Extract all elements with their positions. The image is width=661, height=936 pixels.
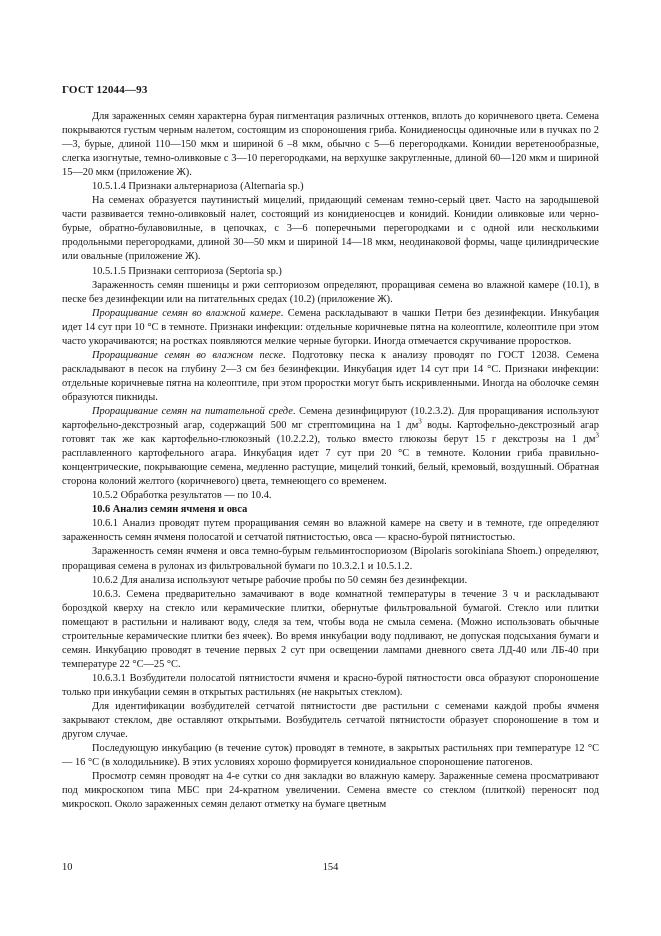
method-text: воды. Картофельно-декстрозный агар готовят так же как картофельно-глюкозный (10.2.2.2), только вместо глюкозы берут 15 г декстрозы на 1 дм — [62, 420, 599, 446]
paragraph — [62, 405, 599, 489]
paragraph — [62, 307, 599, 349]
paragraph: 10.6.3. Семена предварительно замачивают в воде комнатной температуры в течение 3 ч и раскладывают бороздкой кверху на стекло или керамические плитки, обернутые фильтровальной бумагой. Стекло или плитки помещают в растильни и наливают воду, следя за тем, чтобы вода не смыла семена. (Можно использовать обычные строительные керамические плитки без ячеек). Во время инкубации воду подливают, не допуская подсыхания бумаги и семян. Инкубацию проводят в течение первых 2 сут при освещении лампами дневного света ЛД-40 или ЛБ-40 при температуре 22 °С—25 °С. — [62, 588, 599, 670]
method-text: . Семена раскладывают в чашки Петри без дезинфекции. Инкубация идет 14 сут при 10 °С в темноте. Признаки инфекции: отдельные коричневые пятна на колеоптиле, колеоптиле при этом часто укорачиваются; на ростках появляются мелкие черные бугорки. Иногда отмечается скручивание проростков. — [62, 307, 599, 347]
paragraph: На семенах образуется паутинистый мицелий, придающий семенам темно-серый цвет. Часто на зародышевой части развивается темно-оливковый налет, состоящий из конидиеносцев и конидий. Конидии оливковые или черно-бурые, обратно-булавовилные, в цепочках, с 3—6 поперечными перегородками и с одной или несколькими продольными перегородками, длиной 30—50 мкм и шириной 14—18 мкм, неодинаковой формы, чаще цилиндрические или овальные (приложение Ж). — [62, 195, 599, 263]
method-title: Проращивание семян во влажной камере — [92, 307, 281, 319]
method-text: расплавленного картофельного агара. Инкубация идет 7 сут при 20 °С в темноте. Колонии гриба правильно-концентрические, покрывающие семена, медленно растущие, мицелий тонкий, белый, кремовый, воздушный. Обратная сторона колоний желтого (коричневого) цвета, темнеющего со временем. — [62, 448, 599, 488]
method-title: Проращивание семян на питательной среде — [92, 405, 293, 417]
method-text: . Семена дезинфицируют (10.2.3.2). Для проращивания используют картофельно-декстрозный агар, содержащий 500 мг стрептомицина на 1 дм — [62, 405, 600, 432]
paragraph: 10.5.2 Обработка результатов — по 10.4. — [92, 490, 272, 502]
method-text: . Подготовку песка к анализу проводят по ГОСТ 12038. Семена раскладывают в песок на глубину 2—3 см без безинфекции. Инкубация идет 14 сут при 14 °С. Признаки инфекции: отдельные коричневые пятна на колеоптиле, при этом проростки могут быть искривленными. Иногда на оболочке семян образуются пикниды. — [62, 349, 599, 403]
subsection-heading: 10.5.1.4 Признаки альтернариоза (Alternaria sp.) — [92, 181, 304, 193]
paragraph: 10.6.1 Анализ проводят путем проращивания семян во влажной камере на свету и в темноте, где определяют зараженность семян ячменя полосатой и сетчатой пятнистостью, овса — красно-бурой пятнистостью. — [62, 518, 599, 544]
method-title: Проращивание семян во влажном песке — [92, 349, 284, 361]
paragraph — [62, 349, 599, 405]
subsection-heading: 10.5.1.5 Признаки септориоза (Septoria sp.) — [92, 265, 282, 277]
document-header: ГОСТ 12044—93 — [62, 84, 148, 96]
superscript: 3 — [595, 431, 599, 440]
paragraph: 10.6.3.1 Возбудители полосатой пятнистости ячменя и красно-бурой пятностости овса образуют спороношение только при инкубации семян в открытых растильнях (не накрытых стеклом). — [62, 672, 599, 698]
sheet-number: 154 — [322, 862, 339, 873]
document-body — [62, 110, 599, 812]
paragraph: Для зараженных семян характерна бурая пигментация различных оттенков, вплоть до коричневого цвета. Семена покрываются густым черным налетом, состоящим из спороношения гриба. Конидиеносцы одиночные или в пучках по 2—3, бурые, длиной 110—150 мкм и шириной 6 –8 мкм, обычно с 5—6 перегородками. Конидии веретенообразные, слегка изогнутые, темно-оливковые с 3—10 перегородками, на верхушке закругленные, длиной 60—120 мкм и шириной 15—20 мкм (приложение Ж). — [62, 111, 599, 179]
paragraph: Просмотр семян проводят на 4-е сутки со дня закладки во влажную камеру. Зараженные семена просматривают под микроскопом типа МБС при 24-кратном увеличении. Семена вместе со стеклом (плиткой) переносят под микроскоп. Около зараженных семян делают отметку на бумаге цветным — [62, 771, 599, 811]
page-number: 10 — [62, 862, 73, 873]
section-heading: 10.6 Анализ семян ячменя и овса — [92, 504, 248, 516]
paragraph: Зараженность семян пшеницы и ржи септориозом определяют, проращивая семена во влажной камере (10.1), в песке без дезинфекции или на питательных средах (10.2) (приложение Ж). — [62, 279, 599, 305]
superscript: 3 — [418, 417, 422, 426]
paragraph: Последующую инкубацию (в течение суток) проводят в темноте, в закрытых растильнях при температуре 12 °С — 16 °С (в холодильнике). В этих условиях хорошо формируется конидиальное спороношение патогенов. — [62, 743, 599, 769]
paragraph: Для идентификации возбудителей сетчатой пятнистости две растильни с семенами каждой пробы ячменя закрывают стеклом, две оставляют открытыми. Возбудитель сетчатой пятнистости образует спороношение в том и другом случае. — [62, 700, 599, 741]
paragraph: 10.6.2 Для анализа используют четыре рабочие пробы по 50 семян без дезинфекции. — [92, 574, 468, 586]
paragraph: Зараженность семян ячменя и овса темно-бурым гельминтоспориозом (Bipolaris sorokiniana Shoem.) определяют, проращивая семена в рулонах из фильтровальной бумаги по 10.3.2.1 и 10.5.1.2. — [62, 546, 599, 572]
